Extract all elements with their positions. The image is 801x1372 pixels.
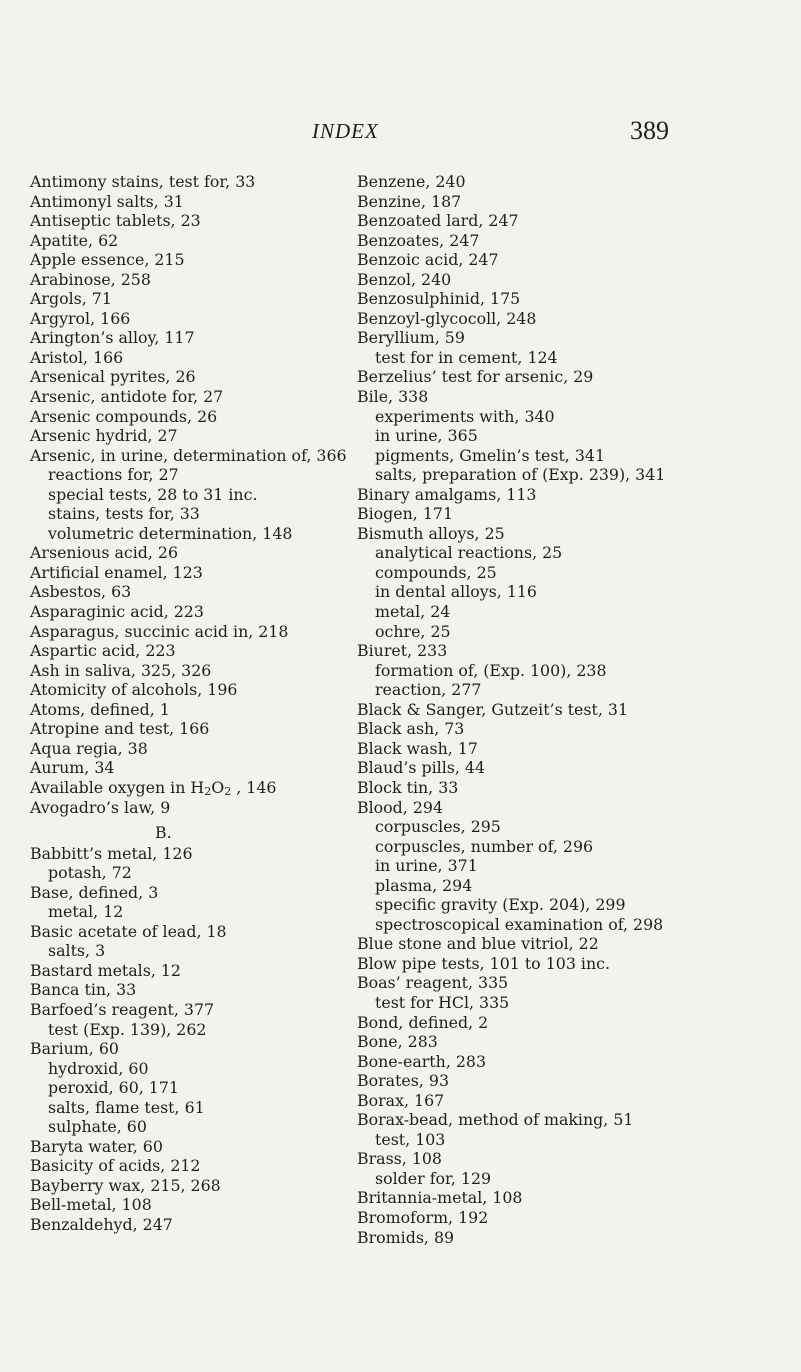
index-entry: Barium, 60 <box>30 1039 119 1059</box>
index-entry: Apatite, 62 <box>30 230 119 250</box>
index-entry: Biuret, 233 <box>357 641 448 661</box>
index-entry: Aqua regia, 38 <box>30 738 148 758</box>
index-entry: Baryta water, 60 <box>30 1136 163 1156</box>
index-subentry: pigments, Gmelin’s test, 341 <box>375 445 605 465</box>
index-entry: Arabinose, 258 <box>30 269 151 289</box>
index-entry: Benzine, 187 <box>357 191 462 211</box>
index-subentry: ochre, 25 <box>375 621 451 641</box>
index-entry: Benzoic acid, 247 <box>357 250 499 270</box>
index-entry: Bastard metals, 12 <box>30 960 181 980</box>
index-entry: Asparaginic acid, 223 <box>30 602 204 622</box>
index-entry: Blow pipe tests, 101 to 103 inc. <box>357 953 610 973</box>
index-entry: Atropine and test, 166 <box>30 719 210 739</box>
index-entry: Block tin, 33 <box>357 777 459 797</box>
index-entry: Benzoated lard, 247 <box>357 211 519 231</box>
index-entry: Arsenical pyrites, 26 <box>30 367 196 387</box>
index-entry: Arsenic hydrid, 27 <box>30 426 178 446</box>
index-entry: Bell-metal, 108 <box>30 1195 152 1215</box>
index-entry: Arsenic, in urine, determination of, 366 <box>30 445 347 465</box>
index-subentry: solder for, 129 <box>375 1168 492 1188</box>
index-subentry: corpuscles, 295 <box>375 817 501 837</box>
index-entry: Barfoed’s reagent, 377 <box>30 999 215 1019</box>
index-entry: Bond, defined, 2 <box>357 1012 489 1032</box>
index-entry: Beryllium, 59 <box>357 328 465 348</box>
index-subentry: reaction, 277 <box>375 680 482 700</box>
index-subentry: salts, flame test, 61 <box>48 1097 205 1117</box>
index-entry: Borates, 93 <box>357 1071 450 1091</box>
index-entry: Biogen, 171 <box>357 504 454 524</box>
index-entry: Boas’ reagent, 335 <box>357 973 509 993</box>
section-heading-b: B. <box>155 823 172 843</box>
index-entry: Bile, 338 <box>357 387 429 407</box>
index-entries-a2 <box>30 798 347 818</box>
index-entry: Aristol, 166 <box>30 347 124 367</box>
index-entry: Artificial enamel, 123 <box>30 562 203 582</box>
index-entry: Argols, 71 <box>30 289 112 309</box>
oxygen-text-mid: O <box>211 777 225 797</box>
index-entry: Ash in saliva, 325, 326 <box>30 660 212 680</box>
index-subentry: test, 103 <box>375 1129 446 1149</box>
index-entry: Banca tin, 33 <box>30 980 137 1000</box>
index-subentry: reactions for, 27 <box>48 465 179 485</box>
index-entry: Argyrol, 166 <box>30 308 131 328</box>
index-subentry: specific gravity (Exp. 204), 299 <box>375 895 626 915</box>
index-subentry: spectroscopical examination of, 298 <box>375 914 664 934</box>
index-entry: Arsenic, antidote for, 27 <box>30 387 224 407</box>
index-subentry: potash, 72 <box>48 863 132 883</box>
index-subentry: in urine, 365 <box>375 426 478 446</box>
index-entry: Antiseptic tablets, 23 <box>30 211 201 231</box>
index-entry: Basicity of acids, 212 <box>30 1156 201 1176</box>
index-subentry: special tests, 28 to 31 inc. <box>48 484 258 504</box>
index-entries-b <box>30 844 347 1235</box>
index-entry: Black ash, 73 <box>357 719 465 739</box>
index-entry: Blue stone and blue vitriol, 22 <box>357 934 599 954</box>
index-subentry: salts, preparation of (Exp. 239), 341 <box>375 465 666 485</box>
index-entry: Arsenious acid, 26 <box>30 543 179 563</box>
index-subentry: in dental alloys, 116 <box>375 582 537 602</box>
index-entry: Arington’s alloy, 117 <box>30 328 195 348</box>
index-entry: Base, defined, 3 <box>30 882 159 902</box>
index-subentry: in urine, 371 <box>375 856 478 876</box>
index-entry: Benzene, 240 <box>357 172 466 191</box>
index-entry: Blaud’s pills, 44 <box>357 758 486 778</box>
index-entry: Aurum, 34 <box>30 758 115 778</box>
index-entry: Bone, 283 <box>357 1032 438 1052</box>
index-entry: Black & Sanger, Gutzeit’s test, 31 <box>357 699 628 719</box>
index-subentry: salts, 3 <box>48 941 106 961</box>
index-entry: Asbestos, 63 <box>30 582 132 602</box>
index-entry: Benzaldehyd, 247 <box>30 1214 173 1234</box>
index-entry: Bone-earth, 283 <box>357 1051 487 1071</box>
index-subentry: stains, tests for, 33 <box>48 504 200 524</box>
index-entry: Bromids, 89 <box>357 1227 455 1247</box>
index-entry-available-oxygen <box>30 778 347 798</box>
index-subentry: test for HCl, 335 <box>375 992 510 1012</box>
index-subentry: corpuscles, number of, 296 <box>375 836 594 856</box>
index-subentry: test (Exp. 139), 262 <box>48 1019 207 1039</box>
index-entry: Brass, 108 <box>357 1149 442 1169</box>
index-subentry: formation of, (Exp. 100), 238 <box>375 660 607 680</box>
index-entry: Atoms, defined, 1 <box>30 699 170 719</box>
index-subentry: analytical reactions, 25 <box>375 543 563 563</box>
index-entry: Blood, 294 <box>357 797 443 817</box>
oxygen-subscript-1: 2 <box>204 784 212 798</box>
page-header <box>0 116 801 156</box>
index-entry: Antimonyl salts, 31 <box>30 191 184 211</box>
index-entry: Arsenic compounds, 26 <box>30 406 218 426</box>
index-subentry: volumetric determination, 148 <box>48 523 293 543</box>
index-entry: Babbitt’s metal, 126 <box>30 843 193 863</box>
index-entry: Basic acetate of lead, 18 <box>30 921 227 941</box>
index-subentry: test for in cement, 124 <box>375 347 558 367</box>
index-subentry: experiments with, 340 <box>375 406 555 426</box>
index-subentry: metal, 24 <box>375 602 451 622</box>
page-number: 389 <box>630 116 669 145</box>
index-entry: Bayberry wax, 215, 268 <box>30 1175 221 1195</box>
index-subentry: plasma, 294 <box>375 875 473 895</box>
oxygen-text-before: Available oxygen in H <box>30 777 205 797</box>
oxygen-subscript-2: 2 <box>224 784 232 798</box>
index-entries-right <box>357 172 665 1247</box>
index-subentry: hydroxid, 60 <box>48 1058 149 1078</box>
index-entry: Asparagus, succinic acid in, 218 <box>30 621 289 641</box>
index-entry: Atomicity of alcohols, 196 <box>30 680 238 700</box>
index-entry: Borax, 167 <box>357 1090 445 1110</box>
index-subentry: sulphate, 60 <box>48 1117 147 1137</box>
oxygen-text-after: , 146 <box>231 777 277 797</box>
index-entry: Black wash, 17 <box>357 738 478 758</box>
right-column <box>357 172 665 1247</box>
index-entry: Aspartic acid, 223 <box>30 641 176 661</box>
index-entry: Britannia-metal, 108 <box>357 1188 523 1208</box>
index-entry: Berzelius’ test for arsenic, 29 <box>357 367 594 387</box>
index-entries-a <box>30 172 347 778</box>
index-entry: Benzoates, 247 <box>357 230 480 250</box>
index-entry: Borax-bead, method of making, 51 <box>357 1110 634 1130</box>
index-entry: Benzosulphinid, 175 <box>357 289 521 309</box>
index-subentry: metal, 12 <box>48 902 124 922</box>
index-subentry: peroxid, 60, 171 <box>48 1078 179 1098</box>
index-entry: Bromoform, 192 <box>357 1207 489 1227</box>
index-subentry: compounds, 25 <box>375 562 497 582</box>
index-entry: Avogadro’s law, 9 <box>30 797 171 817</box>
index-entry: Benzol, 240 <box>357 269 452 289</box>
index-entry: Benzoyl-glycocoll, 248 <box>357 308 537 328</box>
index-entry: Bismuth alloys, 25 <box>357 523 505 543</box>
index-entry: Apple essence, 215 <box>30 250 185 270</box>
left-column <box>30 172 347 1235</box>
index-entry: Antimony stains, test for, 33 <box>30 172 256 191</box>
index-entry: Binary amalgams, 113 <box>357 484 537 504</box>
running-title: INDEX <box>312 119 379 143</box>
